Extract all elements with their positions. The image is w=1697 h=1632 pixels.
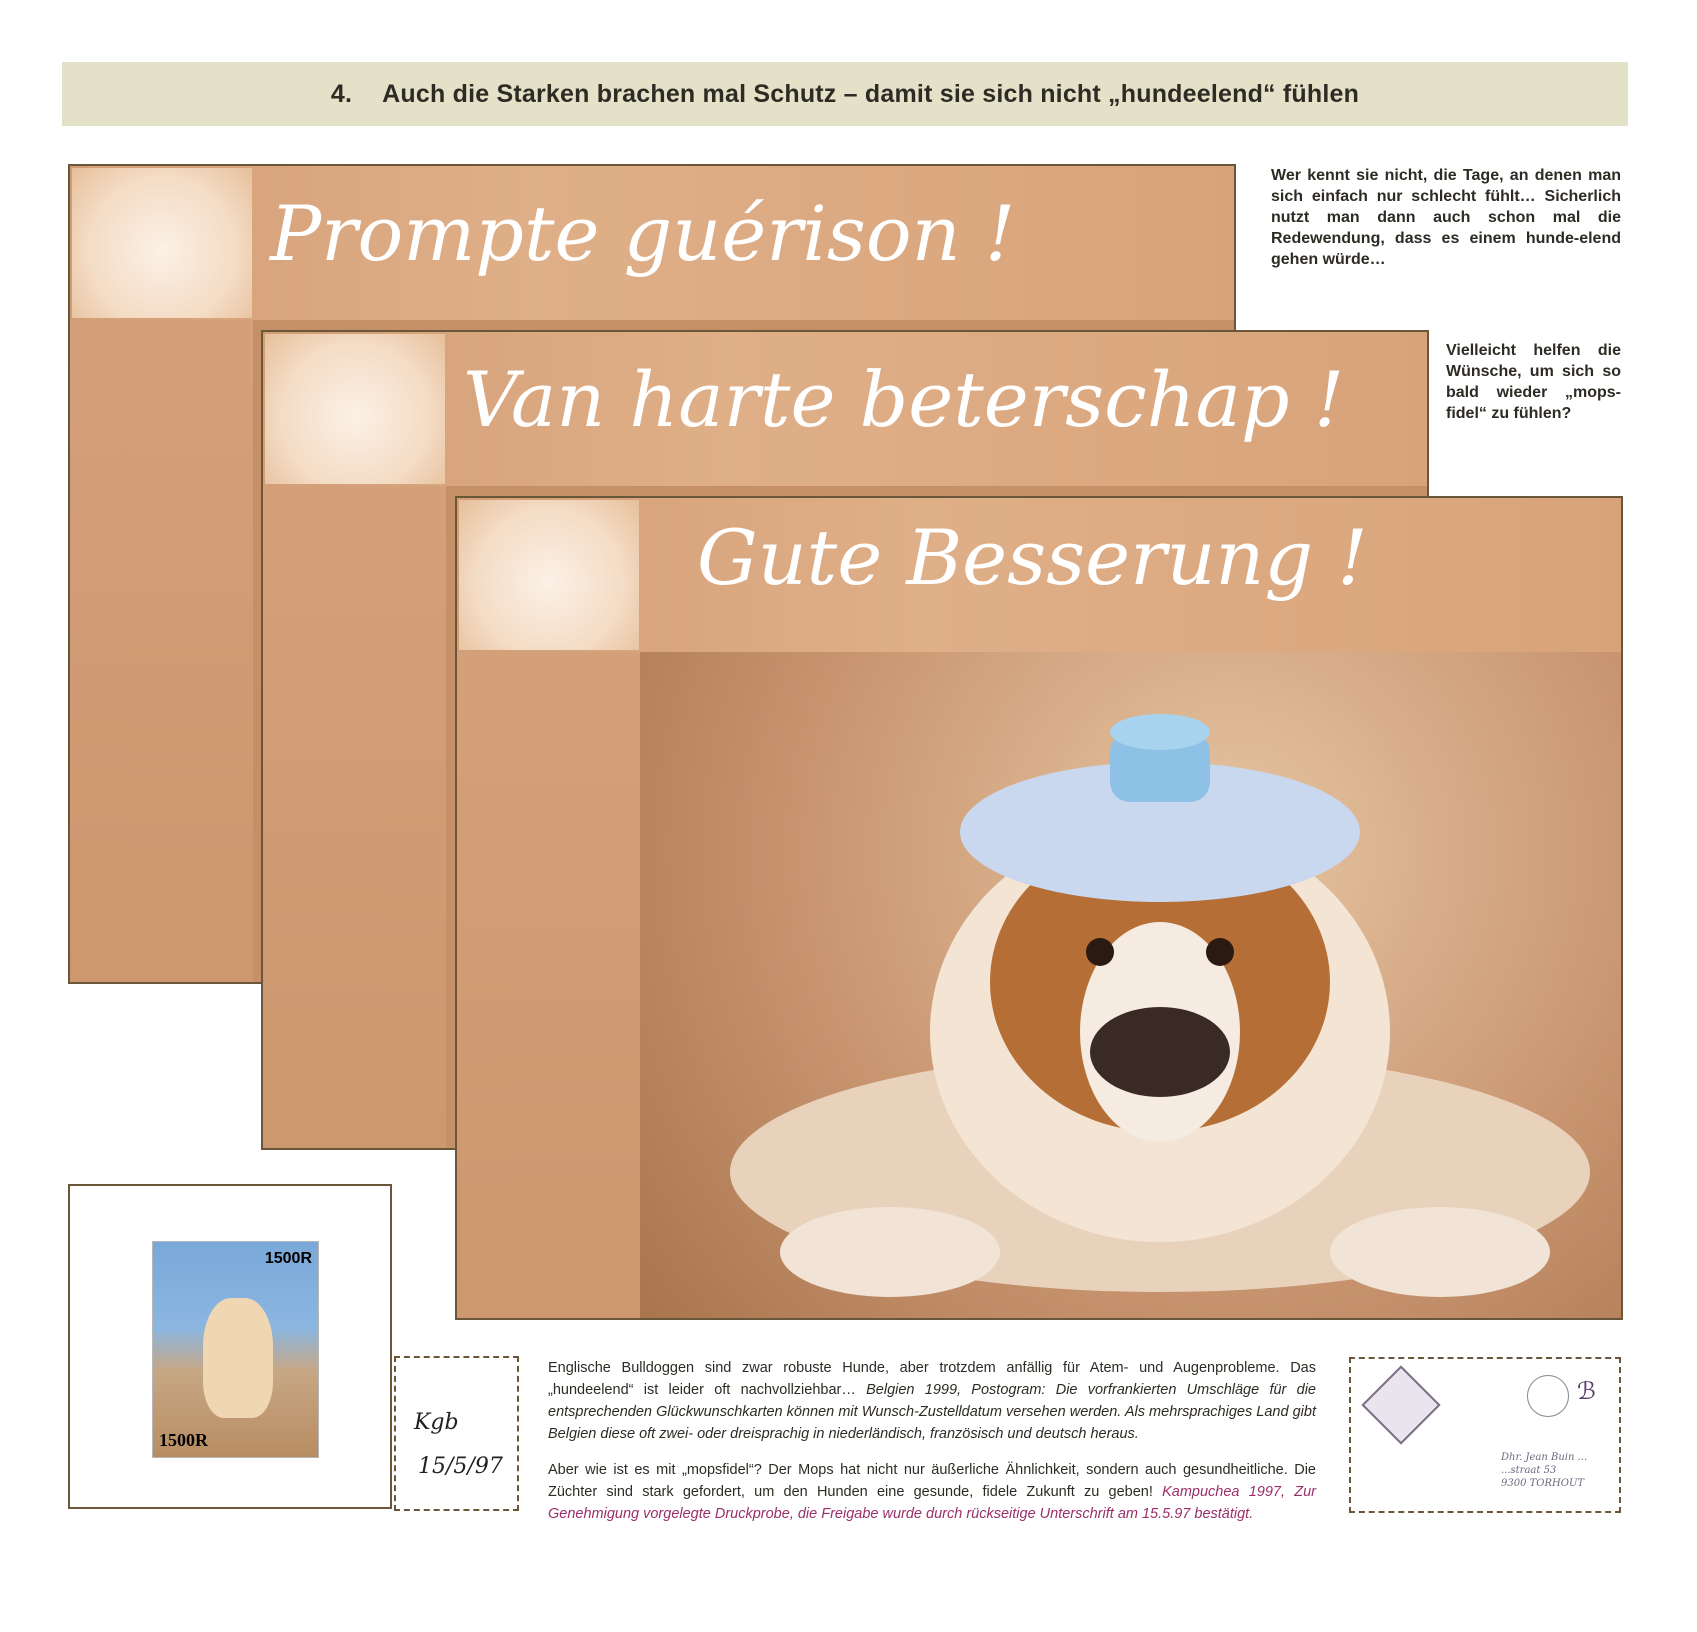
pug-illustration bbox=[203, 1298, 273, 1418]
postogram-envelope-box bbox=[1349, 1357, 1621, 1513]
bulldog-thumbnail-image bbox=[459, 500, 639, 650]
signature: Kgb bbox=[414, 1410, 459, 1435]
postogram-logo-icon bbox=[1361, 1365, 1440, 1444]
greeting-card-german bbox=[455, 496, 1623, 1320]
card-left-panel bbox=[70, 320, 253, 982]
bulldog-thumbnail-image bbox=[72, 168, 252, 318]
description-text bbox=[548, 1357, 1316, 1525]
card-greeting-text: Gute Besserung ! bbox=[697, 513, 1368, 602]
stamp-denomination: 1500R bbox=[159, 1430, 208, 1450]
cambodia-pug-stamp bbox=[152, 1241, 319, 1458]
side-text-intro: Wer kennt sie nicht, die Tage, an denen man sich einfach nur schlecht fühlt… Sicherlich nutzt man dann auch schon mal die Redewendung, dass es einem hunde-elend gehen würde… bbox=[1271, 167, 1621, 268]
paragraph-italic: Belgien 1999, Postogram: Die vorfrankierten Umschläge für die entsprechenden Glückwunschkarten können mit Wunsch-Zustelldatum versehen werden. Als mehrsprachiges Land gibt Belgien diese oft zwei- oder dreisprachig in niederländisch, französisch und deutsch heraus. bbox=[548, 1382, 1316, 1442]
page-title-bar bbox=[62, 62, 1628, 126]
envelope-address: Dhr. Jean Buin ... ...straat 53 9300 TORHOUT bbox=[1501, 1452, 1588, 1489]
signature-box bbox=[394, 1356, 519, 1511]
stamp-proof-box bbox=[68, 1184, 392, 1509]
card-greeting-text: Prompte guérison ! bbox=[270, 189, 1016, 278]
paragraph-bulldog bbox=[548, 1357, 1316, 1445]
signature-date: 15/5/97 bbox=[418, 1454, 503, 1479]
bulldog-illustration bbox=[640, 652, 1623, 1320]
paragraph-plain: Aber wie ist es mit „mopsfidel“? Der Mops hat nicht nur äußerliche Ähnlichkeit, sondern auch gesundheitliche. Die Züchter sind stark gefordert, um den Hunden eine gesunde, fidele Zukunft zu geben! bbox=[548, 1462, 1316, 1500]
paragraph-highlight: Kampuchea 1997, Zur Genehmigung vorgelegte Druckprobe, die Freigabe wurde durch rückseitige Unterschrift am 15.5.97 bestätigt. bbox=[548, 1484, 1316, 1522]
bulldog-photo bbox=[640, 652, 1621, 1318]
card-left-panel bbox=[263, 486, 446, 1148]
bulldog-thumbnail-image bbox=[265, 334, 445, 484]
paragraph-plain: Englische Bulldoggen sind zwar robuste Hunde, aber trotzdem anfällig für Atem- und Augenprobleme. Das „hundeelend“ ist leider oft nachvollziehbar… bbox=[548, 1360, 1316, 1398]
card-left-panel bbox=[457, 652, 640, 1318]
section-number: 4. bbox=[330, 79, 353, 108]
post-horn-icon: ℬ bbox=[1577, 1377, 1596, 1405]
side-text-question: Vielleicht helfen die Wünsche, um sich so bald wieder „mops-fidel“ zu fühlen? bbox=[1446, 342, 1621, 422]
paragraph-pug bbox=[548, 1459, 1316, 1525]
stamp-value: 1500R bbox=[264, 1250, 312, 1267]
card-greeting-text: Van harte beterschap ! bbox=[463, 355, 1345, 444]
postmark-circle-icon bbox=[1527, 1375, 1569, 1417]
section-title: Auch die Starken brachen mal Schutz – damit sie sich nicht „hundeelend“ fühlen bbox=[382, 79, 1360, 108]
